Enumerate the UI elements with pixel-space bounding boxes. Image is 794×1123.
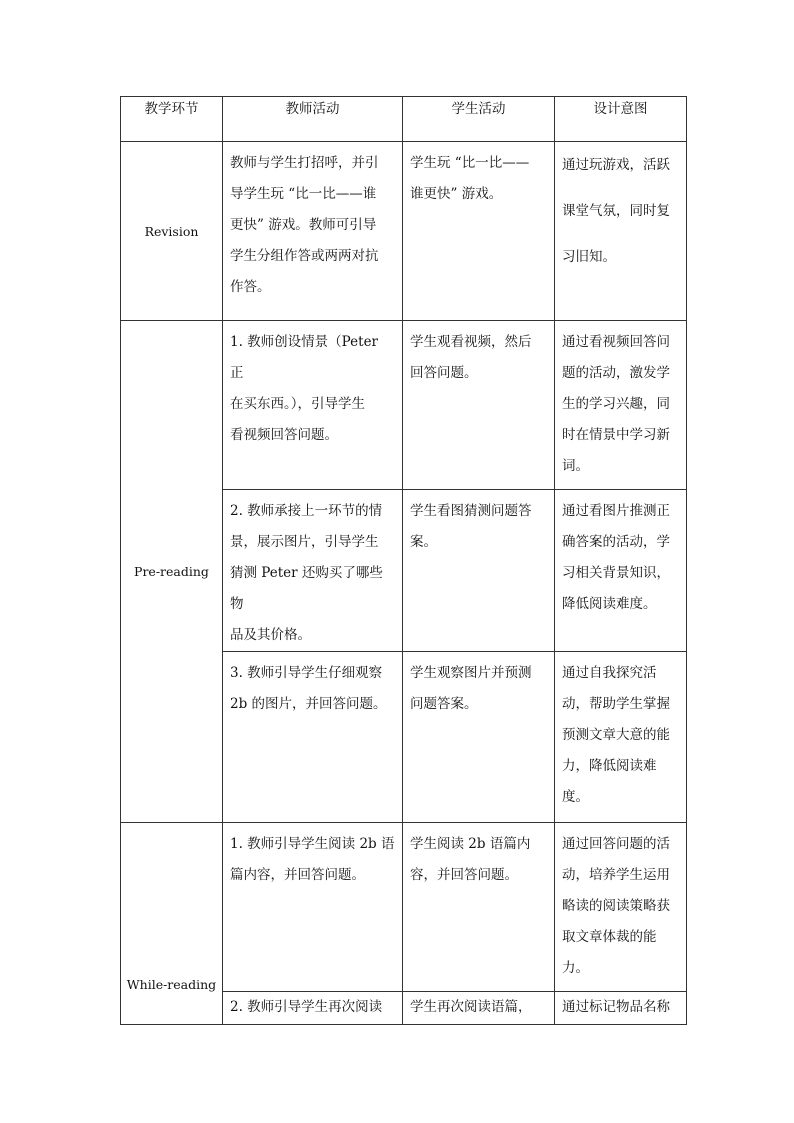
- stage-pre-reading: Pre-reading: [121, 321, 223, 823]
- student-activity-cell: 学生再次阅读语篇，: [403, 992, 555, 1025]
- header-stage: 教学环节: [121, 97, 223, 142]
- teacher-activity-cell: 1. 教师创设情景（Peter 正 在买东西。），引导学生 看视频回答问题。: [223, 321, 403, 490]
- lesson-plan-table: [120, 96, 687, 1025]
- table-row-revision: [121, 142, 687, 321]
- stage-revision: Revision: [121, 142, 223, 321]
- design-intent-cell: 通过回答问题的活 动，培养学生运用 略读的阅读策略获 取文章体裁的能 力。: [555, 823, 687, 992]
- teacher-activity-cell: 2. 教师引导学生再次阅读: [223, 992, 403, 1025]
- teacher-activity-cell: 3. 教师引导学生仔细观察 2b 的图片，并回答问题。: [223, 652, 403, 823]
- design-intent-cell: 通过玩游戏，活跃 课堂气氛，同时复 习旧知。: [555, 142, 687, 321]
- teacher-activity-cell: 1. 教师引导学生阅读 2b 语 篇内容，并回答问题。: [223, 823, 403, 992]
- design-intent-cell: 通过看图片推测正 确答案的活动，学 习相关背景知识， 降低阅读难度。: [555, 490, 687, 652]
- header-teacher-activity: 教师活动: [223, 97, 403, 142]
- stage-while-reading: While-reading: [121, 823, 223, 1025]
- student-activity-cell: 学生看图猜测问题答 案。: [403, 490, 555, 652]
- table-row-pre-reading-1: [121, 321, 687, 490]
- student-activity-cell: 学生观看视频，然后 回答问题。: [403, 321, 555, 490]
- design-intent-cell: 通过自我探究活 动，帮助学生掌握 预测文章大意的能 力，降低阅读难 度。: [555, 652, 687, 823]
- student-activity-cell: 学生观察图片并预测 问题答案。: [403, 652, 555, 823]
- teacher-activity-cell: 2. 教师承接上一环节的情 景，展示图片，引导学生 猜测 Peter 还购买了哪些物 品及其价格。: [223, 490, 403, 652]
- table-row-while-reading-1: [121, 823, 687, 992]
- design-intent-cell: 通过标记物品名称: [555, 992, 687, 1025]
- design-intent-cell: 通过看视频回答问 题的活动，激发学 生的学习兴趣，同 时在情景中学习新 词。: [555, 321, 687, 490]
- student-activity-cell: 学生玩 “比一比—— 谁更快” 游戏。: [403, 142, 555, 321]
- table-header-row: [121, 97, 687, 142]
- header-student-activity: 学生活动: [403, 97, 555, 142]
- student-activity-cell: 学生阅读 2b 语篇内 容，并回答问题。: [403, 823, 555, 992]
- header-design-intent: 设计意图: [555, 97, 687, 142]
- teacher-activity-cell: 教师与学生打招呼，并引 导学生玩 “比一比——谁 更快” 游戏。教师可引导 学生分组作答或两两对抗 作答。: [223, 142, 403, 321]
